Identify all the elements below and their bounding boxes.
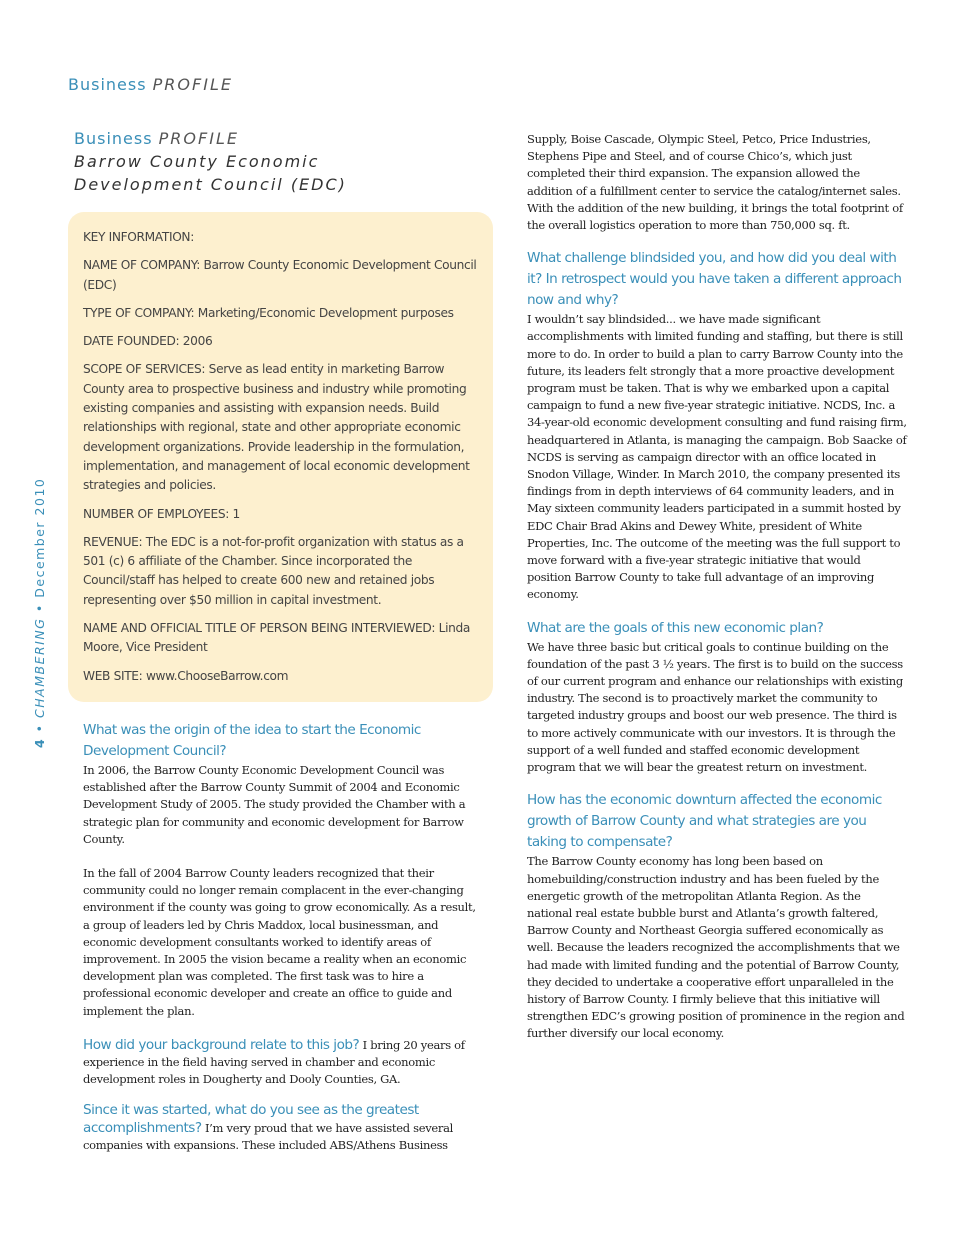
question-goals: What are the goals of this new economic plan?	[527, 619, 824, 636]
issue-date: December 2010	[32, 477, 47, 598]
question-origin: What was the origin of the idea to start the Economic Development Council?	[83, 722, 421, 759]
answer-challenge: I wouldn’t say blindsided... we have made significant accomplishments with limited funding and staffing, but there is still more to do. In order to build a plan to carry Barrow County into the future, its leaders felt strongly that a more proactive development program must be taken. That is why we embarked upon a capital campaign to fund a new five-year strategic initiative. NCDS, Inc. a 34-year-old economic development consulting and fund raising firm, headquartered in Atlanta, is managing the campaign. Bob Saacke of NCDS is serving as campaign director with an office located in Snodon Village, Winder. In March 2010, the company presented its findings from in depth interviews of 64 community leaders, and in May sixteen community leaders participated in a summit hosted by EDC Chair Brad Akins and Dewey White, president of White Properties, Inc. The outcome of the meeting was the full support to move forward with a five-year strategic initiative that would position Barrow County to take full advantage of an improving economy.	[527, 312, 907, 602]
question-background: How did your background relate to this job?	[83, 1036, 360, 1053]
key-information-box	[68, 212, 493, 702]
answer-downturn: The Barrow County economy has long been based on homebuilding/construction industry and has been fueled by the energetic growth of the metropolitan Atlanta Region. As the national real estate bubble burst and Atlanta’s growth faltered, Barrow County and Northeast Georgia suffered economically as well. Because the leaders recognized the accomplishments that we had made with limited funding and the potential of Barrow County, they decided to undertake a cooperative effort unparalleled in the history of Barrow County. I firmly believe that this initiative will strengthen EDC’s growing position of prominence in the region and further diversify our local economy.	[527, 854, 905, 1041]
side-page-label: 4 • CHAMBERING • December 2010	[32, 477, 47, 748]
answer-background: How did your background relate to this job? I bring 20 years of experience in the field having served in chamber and economic development roles in Dougherty and Dooly Counties, GA.	[83, 1036, 465, 1087]
answer-origin-cont: In the fall of 2004 Barrow County leaders recognized that their community could no longer remain complacent in the ever-changing environment if the county was going to grow economically. As a result, a group of leaders led by Chris Maddox, local businessman, and economic development consultants worked to identify areas of improvement. In 2005 the vision became a reality when an economic development plan was completed. The first task was to hire a professional economic developer and create an office to guide and implement the plan.	[83, 866, 476, 1018]
article-title: Business PROFILE Barrow County Economic Development Council (EDC)	[74, 129, 347, 194]
key-info-founded: DATE FOUNDED: 2006	[83, 334, 213, 349]
key-info-employees: NUMBER OF EMPLOYEES: 1	[83, 506, 240, 521]
question-challenge: What challenge blindsided you, and how did you deal with it? In retrospect would you have taken a different approach now and why?	[527, 250, 902, 309]
running-header	[68, 75, 233, 94]
key-info-person: NAME AND OFFICIAL TITLE OF PERSON BEING INTERVIEWED: Linda Moore, Vice President	[83, 621, 471, 655]
left-column	[83, 720, 483, 1154]
question-downturn: How has the economic downturn affected the economic growth of Barrow County and what strategies are you taking to compensate?	[527, 792, 882, 851]
question-accomplishments: Since it was started, what do you see as the greatest accomplishments?	[83, 1102, 419, 1136]
header-emph: PROFILE	[152, 75, 233, 94]
key-info-heading: KEY INFORMATION:	[83, 230, 194, 244]
key-info-type: TYPE OF COMPANY: Marketing/Economic Development purposes	[83, 305, 454, 320]
key-info-company: NAME OF COMPANY: Barrow County Economic Development Council (EDC)	[83, 258, 477, 292]
answer-accomplishments: Since it was started, what do you see as the greatest accomplishments? I’m very proud that we have assisted several companies with expansions. These included ABS/Athens Business	[83, 1102, 454, 1152]
key-info-scope: SCOPE OF SERVICES: Serve as lead entity in marketing Barrow County area to prospective business and industry while promoting existing companies and assisting with expansion needs. Build relationships with regional, state and other appropriate economic development organizations. Provide leadership in the formulation, implementation, and management of local economic development strategies and policies.	[83, 362, 470, 493]
header-word: Business	[68, 75, 147, 94]
title-line-2: Barrow County Economic	[74, 152, 320, 171]
right-column	[527, 131, 907, 1043]
answer-goals: We have three basic but critical goals to continue building on the foundation of the past 3 ½ years. The first is to build on the success of our current program and enhance our relationships with existing industry. The second is to proactively market the community to targeted industry groups and boost our web presence. The third is to more actively communicate with our investors. It is through the support of a well funded and staffed economic development program that we will bear the greatest return on investment.	[527, 639, 903, 775]
title-line-3: Development Council (EDC)	[74, 175, 347, 194]
answer-origin: In 2006, the Barrow County Economic Development Council was established after the Barrow County Summit of 2004 and Economic Development Study of 2005. The study provided the Chamber with a strategic plan for community and economic development for Barrow County.	[83, 763, 466, 846]
page-number: 4	[32, 737, 47, 748]
key-info-revenue: REVENUE: The EDC is a not-for-profit organization with status as a 501 (c) 6 affiliate of the Chamber. Since incorporated the Council/staff has helped to create 600 new and retained jobs representing over $50 million in capital investment.	[83, 534, 464, 607]
magazine-name: CHAMBERING	[32, 617, 47, 718]
key-info-website: WEB SITE: www.ChooseBarrow.com	[83, 668, 289, 683]
answer-accomplishments-cont: Supply, Boise Cascade, Olympic Steel, Petco, Price Industries, Stephens Pipe and Steel, and of course Chico’s, which just completed their third expansion. The expansion allowed the addition of a fulfillment center to service the catalog/internet sales. With the addition of the new building, it brings the total footprint of the overall logistics operation to more than 750,000 sq. ft.	[527, 132, 903, 233]
